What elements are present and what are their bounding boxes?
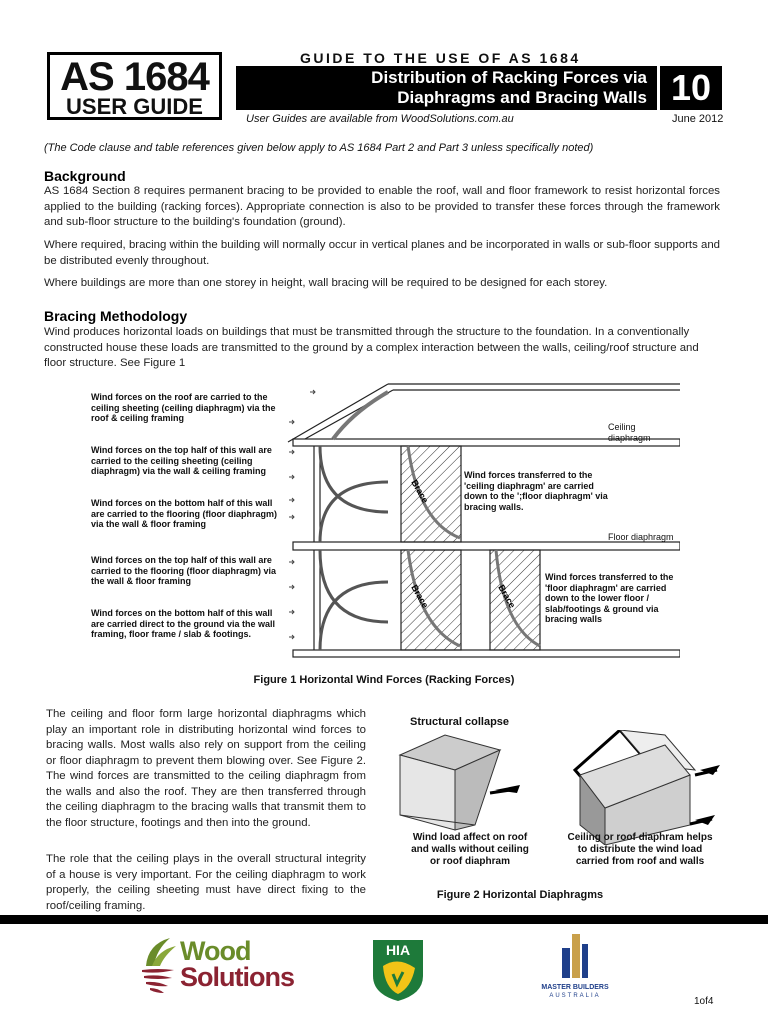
- diaphragms-paragraph-1: The ceiling and floor form large horizontal diaphragms which play an important role in distributing horizontal wind forces to bracing walls. Most walls also rely on support from the ceiling or floor diaphragm to prevent them blowing over. See Figure 2. The wind forces are transmitted to the ceiling diaphragm from the walls and also the roof. They are then transferred through the ceiling diaphragm to the bracing walls that transmit them to the floor structure, footings and then into the ground.: [46, 708, 366, 829]
- code-reference-note: (The Code clause and table references given below apply to AS 1684 Part 2 and Part 3 unless specifically noted): [44, 142, 594, 154]
- label-upper-wall-bottom: Wind forces on the bottom half of this wall are carried to the flooring (floor diaphragm) via the wall & floor framing: [91, 498, 278, 529]
- footer-bar: [0, 915, 768, 924]
- logo-line1: AS 1684: [60, 55, 209, 99]
- page-number: 1of4: [694, 996, 714, 1007]
- background-heading: Background: [44, 168, 126, 184]
- diaphragms-paragraph-2: The role that the ceiling plays in the overall structural integrity of a house is very important. For the ceiling diaphragm to work properly, the ceiling sheeting must have direct fixing to the roof/ceiling framing.: [46, 853, 366, 912]
- label-floor-diaphragm: Floor diaphragm: [608, 532, 674, 542]
- background-paragraph-1: AS 1684 Section 8 requires permanent bracing to be provided to enable the roof, wall and floor framework to resist horizontal forces applied to the building (racking forces). Appropriate connection is also to be provided to transfer these forces through the framework and sub-floor structure to the building's foundation (ground).: [44, 185, 720, 228]
- label-upper-wall-top: Wind forces on the top half of this wall are carried to the ceiling sheeting (ceiling diaphragm) via the wall & ceiling framing: [91, 445, 272, 476]
- methodology-paragraph: Wind produces horizontal loads on buildings that must be transmitted through the structure to the foundation. In a conventionally constructed house these loads are transmitted to the ground by a complex interaction between the walls, ceiling/roof structure and floor structure. See Figure 1: [44, 326, 699, 369]
- title-line1: Distribution of Racking Forces via: [371, 68, 647, 87]
- master-builders-icon: [560, 930, 590, 978]
- brace-label-upper: Brace: [409, 478, 431, 505]
- label-roof-forces: Wind forces on the roof are carried to the ceiling sheeting (ceiling diaphragm) via the roof & ceiling framing: [91, 392, 276, 423]
- background-paragraph-2: Where required, bracing within the building will normally occur in vertical planes and be incorporated in walls or sub-floor supports and be distributed evenly throughout.: [44, 239, 720, 267]
- title-line2: Diaphragms and Bracing Walls: [397, 88, 647, 107]
- brace-label-lower-right: Brace: [496, 583, 518, 610]
- label-lower-wall-bottom: Wind forces on the bottom half of this wall are carried direct to the ground via the wall framing, floor frame / slab & footings.: [91, 608, 276, 639]
- guide-number: 10: [660, 66, 722, 110]
- availability-note: User Guides are available from WoodSolutions.com.au: [246, 113, 514, 125]
- figure-2-left-caption: Wind load affect on roof and walls without ceiling or roof diaphram: [411, 832, 529, 867]
- background-paragraph-3: Where buildings are more than one storey in height, wall bracing will be required to be designed for each storey.: [44, 277, 608, 289]
- wood-solutions-logo: [138, 932, 298, 1004]
- publish-date: June 2012: [672, 113, 724, 125]
- figure-1: [88, 382, 680, 667]
- label-floor-transfer: Wind forces transferred to the 'floor diaphragm' are carried down to the lower floor / slab/footings & ground via bracing walls: [545, 572, 674, 624]
- diaphragm-illustrations: [395, 730, 735, 845]
- wood-line2: Solutions: [180, 962, 294, 992]
- guide-title: GUIDE TO THE USE OF AS 1684: [300, 50, 581, 66]
- wood-line1: Wood: [180, 936, 251, 966]
- figure-2-right-caption: Ceiling or roof diaphram helps to distribute the wind load carried from roof and walls: [567, 832, 713, 867]
- mb-line2: AUSTRALIA: [549, 993, 601, 999]
- label-ceiling-diaphragm: Ceiling diaphragm: [608, 422, 651, 443]
- master-builders-logo: [530, 930, 620, 1002]
- logo-line2: USER GUIDE: [66, 94, 203, 119]
- title-bar: [236, 66, 657, 110]
- figure-2: [395, 710, 735, 880]
- structural-collapse-title: Structural collapse: [410, 716, 510, 728]
- as1684-logo: [47, 52, 222, 120]
- wood-solutions-leaf-icon: [138, 936, 180, 998]
- mb-line1: MASTER BUILDERS: [541, 984, 609, 991]
- brace-label-lower-left: Brace: [409, 583, 431, 610]
- label-ceiling-transfer: Wind forces transferred to the 'ceiling diaphragm' are carried down to the ';floor diaphragm' via bracing walls.: [464, 470, 608, 512]
- hia-logo: [371, 938, 425, 1002]
- methodology-heading: Bracing Methodology: [44, 308, 188, 324]
- label-lower-wall-top: Wind forces on the top half of this wall are carried to the flooring (floor diaphragm) via the wall & floor framing: [91, 555, 277, 586]
- figure-1-caption: Figure 1 Horizontal Wind Forces (Racking Forces): [253, 674, 515, 686]
- hia-text: HIA: [385, 942, 411, 958]
- figure-2-caption: Figure 2 Horizontal Diaphragms: [436, 889, 604, 901]
